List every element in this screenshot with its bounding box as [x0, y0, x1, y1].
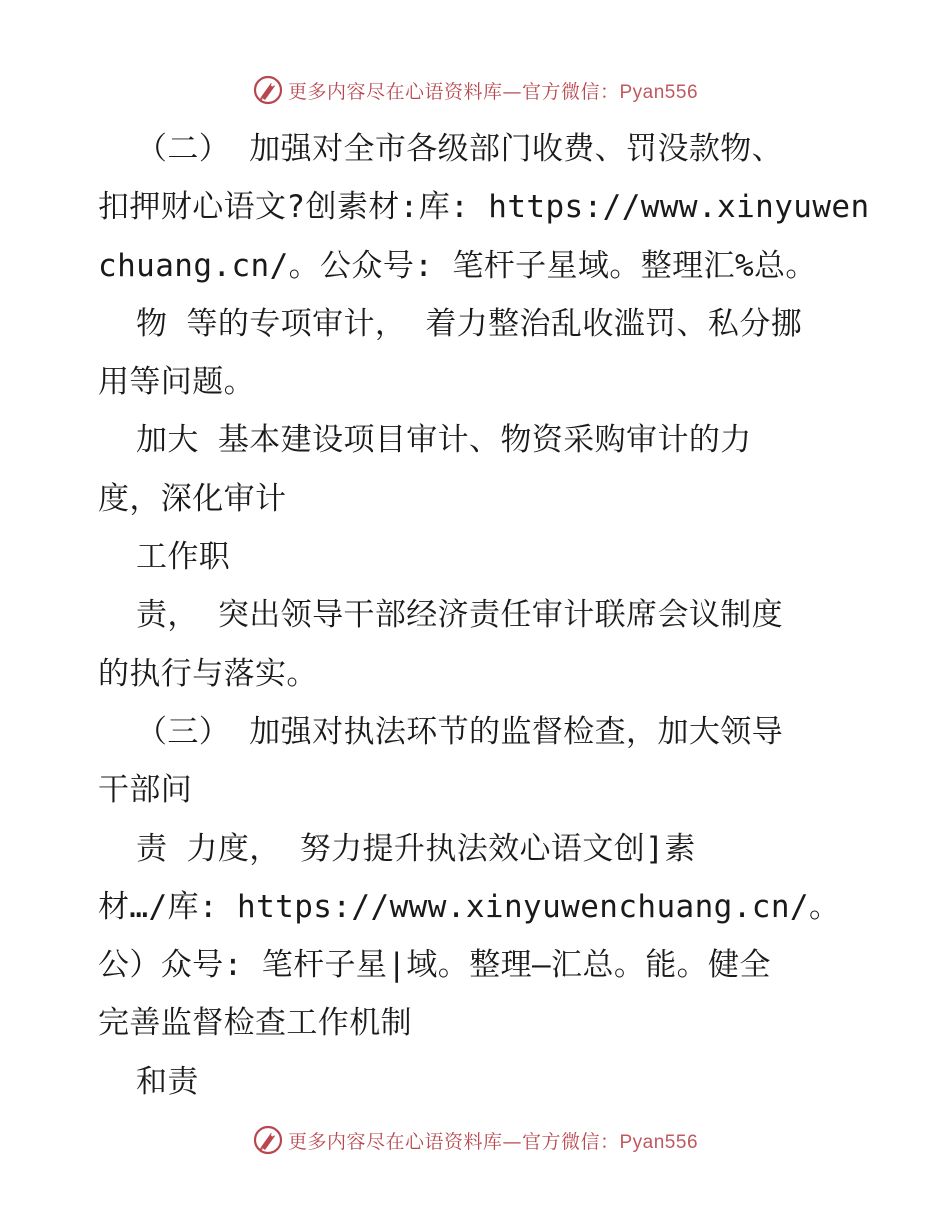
body-text-line: chuang.cn/。公众号: 笔杆子星域。整理汇%总。: [98, 247, 817, 284]
header-watermark: [0, 70, 950, 110]
watermark-text: 更多内容尽在心语资料库—官方微信：: [287, 80, 620, 103]
body-text-line: 责 力度， 努力提升执法效心语文创]素: [136, 830, 696, 867]
watermark-wechat-id: Pyan556: [619, 1131, 699, 1153]
body-text-line: 用等问题。: [98, 364, 255, 401]
pen-nib-logo-icon: [252, 1124, 284, 1156]
watermark-text: 更多内容尽在心语资料库—官方微信：: [287, 1130, 620, 1153]
body-text-line: （二） 加强对全市各级部门收费、罚没款物、: [136, 131, 784, 167]
footer-watermark: [0, 1120, 950, 1160]
body-text-line: 加大 基本建设项目审计、物资采购审计的力: [136, 422, 752, 459]
body-text-line: 责， 突出领导干部经济责任审计联席会议制度: [136, 597, 784, 634]
body-text-line: 公）众号: 笔杆子星|域。整理—汇总。能。健全: [98, 947, 771, 984]
body-text-line: 材…/库: https://www.xinyuwenchuang.cn/。: [98, 888, 841, 925]
pen-nib-logo-icon: [252, 74, 284, 106]
body-text-line: （三） 加强对执法环节的监督检查，加大领导: [136, 713, 784, 750]
body-text-line: 工作职: [136, 539, 231, 576]
body-text-line: 物 等的专项审计， 着力整治乱收滥罚、私分挪: [136, 305, 803, 342]
body-text-line: 度，深化审计: [98, 480, 287, 517]
body-text-line: 的执行与落实。: [98, 655, 318, 692]
body-text-line: 扣押财心语文?创素材:库: https://www.xinyuwen: [98, 189, 870, 226]
body-text-line: 和责: [136, 1063, 199, 1100]
document-body: [98, 120, 870, 1111]
body-text-line: 干部问: [98, 772, 193, 809]
watermark-wechat-id: Pyan556: [619, 81, 699, 103]
body-text-line: 完善监督检查工作机制: [98, 1005, 412, 1042]
